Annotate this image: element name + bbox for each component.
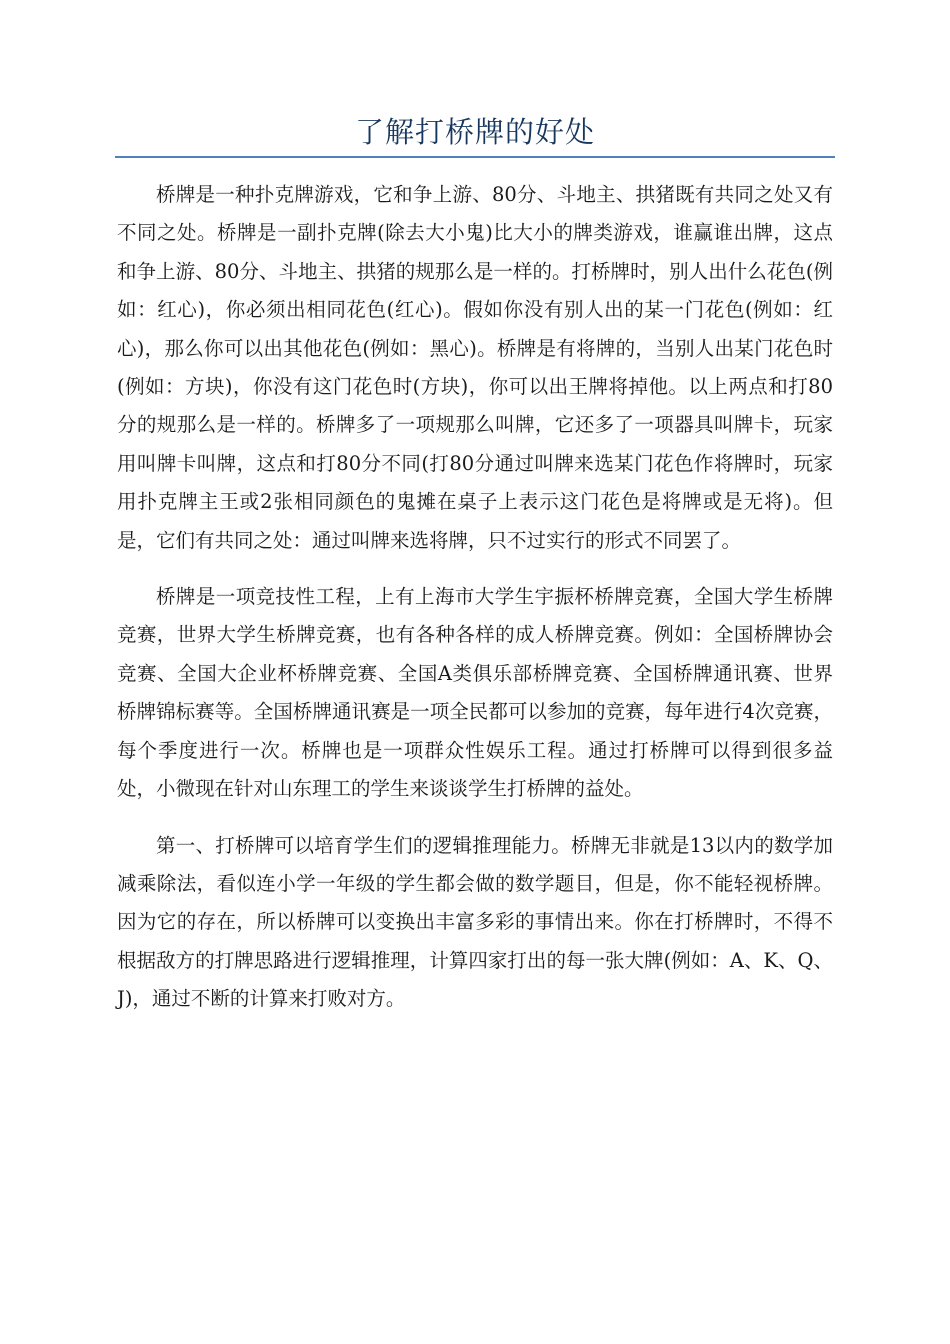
paragraph-competitions: 桥牌是一项竞技性工程，上有上海市大学生宇振杯桥牌竞赛，全国大学生桥牌竞赛，世界大学生桥牌竞赛，也有各种各样的成人桥牌竞赛。例如：全国桥牌协会竞赛、全国大企业杯桥牌竞赛、全国A类俱乐部桥牌竞赛、全国桥牌通讯赛、世界桥牌锦标赛等。全国桥牌通讯赛是一项全民都可以参加的竞赛，每年进行4次竞赛，每个季度进行一次。桥牌也是一项群众性娱乐工程。通过打桥牌可以得到很多益处，小微现在针对山东理工的学生来谈谈学生打桥牌的益处。	[117, 585, 833, 801]
page-title: 了解打桥牌的好处	[354, 115, 595, 149]
document-body	[117, 176, 833, 1037]
paragraph-benefit-logic: 第一、打桥牌可以培育学生们的逻辑推理能力。桥牌无非就是13以内的数学加减乘除法，看似连小学一年级的学生都会做的数学题目，但是，你不能轻视桥牌。因为它的存在，所以桥牌可以变换出丰富多彩的事情出来。你在打桥牌时，不得不根据敌方的打牌思路进行逻辑推理，计算四家打出的每一张大牌(例如：A、K、Q、J)，通过不断的计算来打败对方。	[117, 833, 833, 1011]
title-block	[115, 112, 835, 158]
paragraph-intro: 桥牌是一种扑克牌游戏，它和争上游、80分、斗地主、拱猪既有共同之处又有不同之处。桥牌是一副扑克牌(除去大小鬼)比大小的牌类游戏，谁赢谁出牌，这点和争上游、80分、斗地主、拱猪的规那么是一样的。打桥牌时，别人出什么花色(例如：红心)，你必须出相同花色(红心)。假如你没有别人出的某一门花色(例如：红心)，那么你可以出其他花色(例如：黑心)。桥牌是有将牌的，当别人出某门花色时(例如：方块)，你没有这门花色时(方块)，你可以出王牌将掉他。以上两点和打80分的规那么是一样的。桥牌多了一项规那么叫牌，它还多了一项器具叫牌卡，玩家用叫牌卡叫牌，这点和打80分不同(打80分通过叫牌来选某门花色作将牌时，玩家用扑克牌主王或2张相同颜色的鬼摊在桌子上表示这门花色是将牌或是无将)。但是，它们有共同之处：通过叫牌来选将牌，只不过实行的形式不同罢了。	[117, 183, 833, 552]
